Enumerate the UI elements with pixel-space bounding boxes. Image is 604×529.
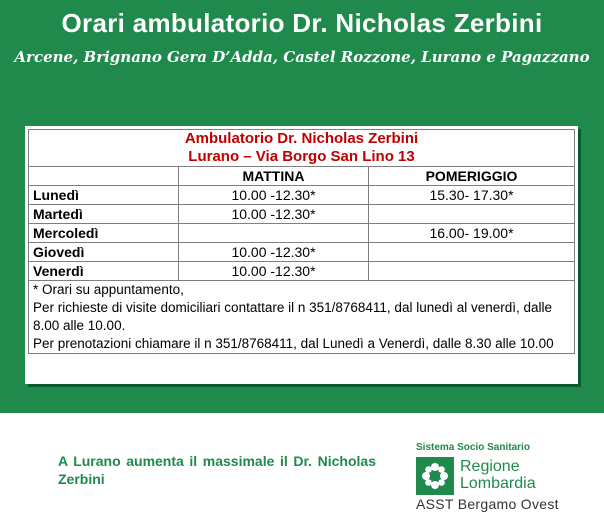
day-cell: Giovedì (29, 243, 179, 262)
logo-system-text: Sistema Socio Sanitario (416, 442, 530, 453)
empty-header-cell (29, 167, 179, 186)
logo-region-name (460, 458, 536, 492)
asst-logo (414, 442, 584, 512)
note-home-visits: Per richieste di visite domiciliari contattare il n 351/8768411, dal lunedì al venerdì, dalle 8.00 alle 10.00. (33, 300, 553, 333)
note-bookings: Per prenotazioni chiamare il n 351/8768411, dal Lunedì a Venerdì, dalle 8.30 alle 10.00 (33, 336, 554, 351)
news-headline: A Lurano aumenta il massimale il Dr. Nicholas Zerbini (58, 453, 376, 487)
logo-asst-text: ASST Bergamo Ovest (416, 496, 559, 512)
table-row (29, 186, 575, 205)
day-cell: Lunedì (29, 186, 179, 205)
afternoon-cell: 15.30- 17.30* (369, 186, 575, 205)
column-header-afternoon: POMERIGGIO (369, 167, 575, 186)
clinic-name: Ambulatorio Dr. Nicholas Zerbini (184, 130, 419, 147)
page-subtitle: Arcene, Brignano Gera D’Adda, Castel Rozzone, Lurano e Pagazzano (14, 48, 590, 66)
table-heading (29, 130, 575, 167)
day-cell: Mercoledì (29, 224, 179, 243)
morning-cell: 10.00 -12.30* (179, 205, 369, 224)
morning-cell: 10.00 -12.30* (179, 186, 369, 205)
column-header-row (29, 167, 575, 186)
table-row (29, 262, 575, 281)
afternoon-cell: 16.00- 19.00* (369, 224, 575, 243)
afternoon-cell (369, 205, 575, 224)
table-row (29, 205, 575, 224)
morning-cell (179, 224, 369, 243)
day-cell: Venerdì (29, 262, 179, 281)
afternoon-cell (369, 262, 575, 281)
table-row (29, 224, 575, 243)
page-title: Orari ambulatorio Dr. Nicholas Zerbini (61, 8, 543, 38)
notes-cell (29, 281, 575, 354)
table-row (29, 243, 575, 262)
logo-region-line1: Regione (460, 458, 520, 475)
schedule-table (28, 129, 575, 354)
clinic-address: Lurano – Via Borgo San Lino 13 (188, 148, 415, 165)
morning-cell: 10.00 -12.30* (179, 243, 369, 262)
lombardia-rose-icon (416, 457, 454, 495)
morning-cell: 10.00 -12.30* (179, 262, 369, 281)
logo-region-line2: Lombardia (460, 475, 536, 492)
notes-row (29, 281, 575, 354)
column-header-morning: MATTINA (179, 167, 369, 186)
note-appointment: * Orari su appuntamento, (33, 282, 184, 297)
afternoon-cell (369, 243, 575, 262)
schedule-card (25, 126, 578, 384)
day-cell: Martedì (29, 205, 179, 224)
table-heading-row (29, 130, 575, 167)
